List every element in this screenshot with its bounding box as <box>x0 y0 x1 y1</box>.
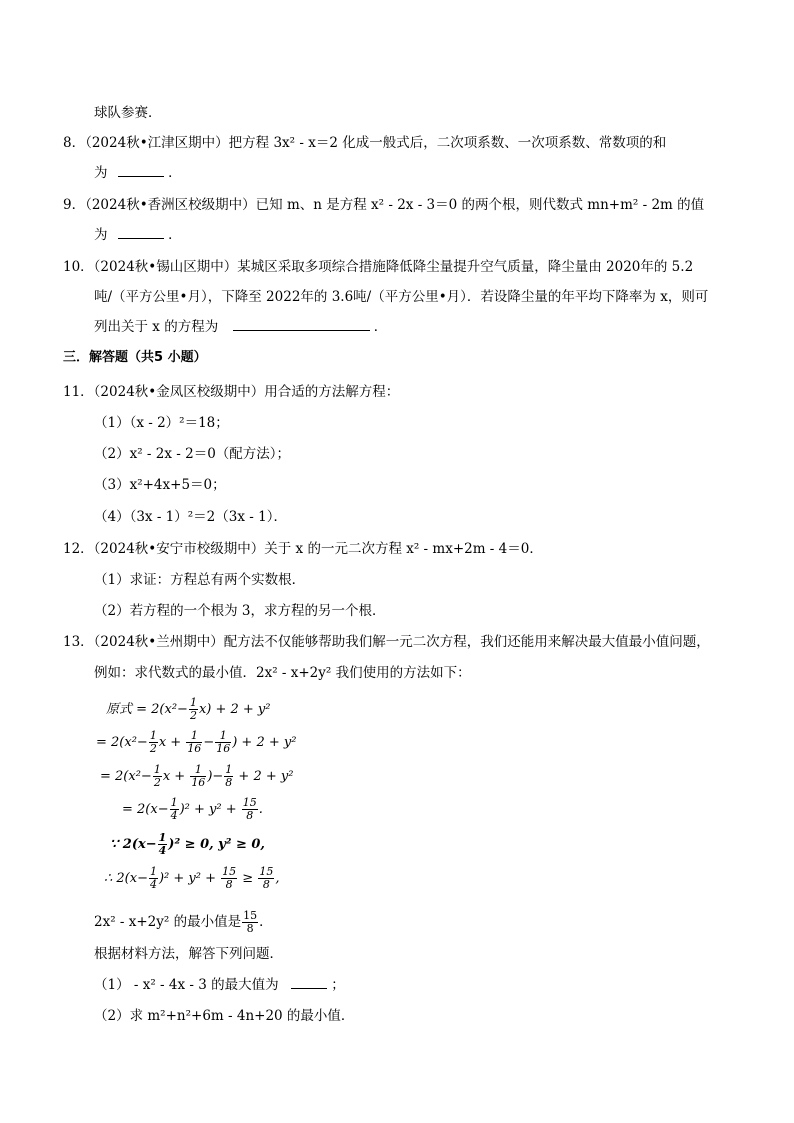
q9-answer-blank[interactable] <box>118 226 164 239</box>
question-11-part3: （3）x²+4x+5＝0； <box>94 477 226 493</box>
q10-suffix: ． <box>373 319 388 335</box>
math-step-3: = 2(x²− $\frac{1}{2}$ x + $\frac{1}{16}$ )− $\frac{1}{8}$ + 2 + y² <box>100 763 294 789</box>
fraction: $\frac{1}{16}$ <box>216 729 231 755</box>
fraction: $\frac{1}{4}$ <box>158 831 167 857</box>
question-9-line2 <box>94 226 182 244</box>
question-11-part1: （1）（x - 2）²＝18； <box>94 415 229 431</box>
question-10-line1: 10．（2024秋•锡山区期中）某城区采取多项综合措施降低降尘量提升空气质量，降尘量由 2020年的 5.2 <box>63 259 694 275</box>
q9-prefix: 为 <box>94 227 108 243</box>
q13-part1-answer-blank[interactable] <box>291 976 327 989</box>
q8-answer-blank[interactable] <box>118 164 164 177</box>
question-12-part1: （1）求证：方程总有两个实数根． <box>94 572 306 588</box>
fraction: $\frac{1}{4}$ <box>170 796 178 822</box>
fraction: $\frac{15}{8}$ <box>222 865 237 891</box>
fraction: $\frac{15}{8}$ <box>259 865 274 891</box>
math-step-2: = 2(x²− $\frac{1}{2}$ x + $\frac{1}{16}$ − $\frac{1}{16}$ ) + 2 + y² <box>96 729 297 755</box>
math-step-4: = 2(x− $\frac{1}{4}$ )² + y² + $\frac{15}{8}$ . <box>122 796 263 822</box>
question-11: 11．（2024秋•金凤区校级期中）用合适的方法解方程： <box>63 384 400 400</box>
fraction: $\frac{1}{16}$ <box>191 763 206 789</box>
question-13-part1: （1） - x² - 4x - 3 的最大值为 ； <box>94 977 345 993</box>
fraction: $\frac{1}{16}$ <box>187 729 202 755</box>
question-13-hint: 根据材料方法，解答下列问题． <box>94 946 283 962</box>
question-13-min-value: 2x² - x+2y² 的最小值是 $\frac{15}{8}$ ． <box>94 909 273 935</box>
q10-answer-blank[interactable] <box>233 318 370 331</box>
q9-suffix: ． <box>168 227 182 243</box>
math-step-5: ∵ 2(x− $\frac{1}{4}$ )² ≥ 0, y² ≥ 0, <box>110 831 265 857</box>
fraction: $\frac{1}{2}$ <box>149 729 157 755</box>
question-8-line2 <box>94 164 182 182</box>
fraction: $\frac{15}{8}$ <box>243 909 258 935</box>
question-9-line1: 9．（2024秋•香洲区校级期中）已知 m、n 是方程 x² - 2x - 3＝0 的两个根，则代数式 mn+m² - 2m 的值 <box>63 197 705 213</box>
question-12: 12．（2024秋•安宁市校级期中）关于 x 的一元二次方程 x² - mx+2m - 4＝0． <box>63 541 543 557</box>
fraction: $\frac{1}{4}$ <box>149 865 157 891</box>
q10-prefix: 列出关于 x 的方程为 <box>94 319 219 335</box>
math-step-1: 原式 = 2(x²− $\frac{1}{2}$ x) + 2 + y² <box>106 696 271 722</box>
question-10-line3 <box>94 318 387 336</box>
question-10-line2: 吨/（平方公里•月），下降至 2022年的 3.6吨/（平方公里•月）．若设降尘量的年平均下降率为 x，则可 <box>94 289 709 305</box>
question-11-part4: （4）（3x - 1）²＝2（3x - 1）． <box>94 509 287 525</box>
fraction: $\frac{15}{8}$ <box>242 796 257 822</box>
q8-prefix: 为 <box>94 165 108 181</box>
fraction: $\frac{1}{2}$ <box>189 696 197 722</box>
q8-suffix: ． <box>168 165 182 181</box>
question-13-line1: 13．（2024秋•兰州期中）配方法不仅能够帮助我们解一元二次方程，我们还能用来解决最大值最小值问题， <box>63 634 710 650</box>
question-12-part2: （2）若方程的一个根为 3，求方程的另一个根． <box>94 603 386 619</box>
fraction: $\frac{1}{2}$ <box>153 763 161 789</box>
math-step-6: ∴ 2(x− $\frac{1}{4}$ )² + y² + $\frac{15}{8}$ ≥ $\frac{15}{8}$ , <box>104 865 280 891</box>
question-13-part2: （2）求 m²+n²+6m - 4n+20 的最小值． <box>94 1008 355 1024</box>
fraction: $\frac{1}{8}$ <box>225 763 233 789</box>
line-continuation: 球队参赛． <box>94 105 162 121</box>
section-3-heading: 三．解答题（共5 小题） <box>63 350 207 365</box>
question-8-line1: 8．（2024秋•江津区期中）把方程 3x² - x＝2 化成一般式后，二次项系数、一次项系数、常数项的和 <box>63 135 667 151</box>
question-13-line2: 例如：求代数式的最小值．2x² - x+2y² 我们使用的方法如下： <box>94 665 471 681</box>
question-11-part2: （2）x² - 2x - 2＝0（配方法）； <box>94 446 291 462</box>
